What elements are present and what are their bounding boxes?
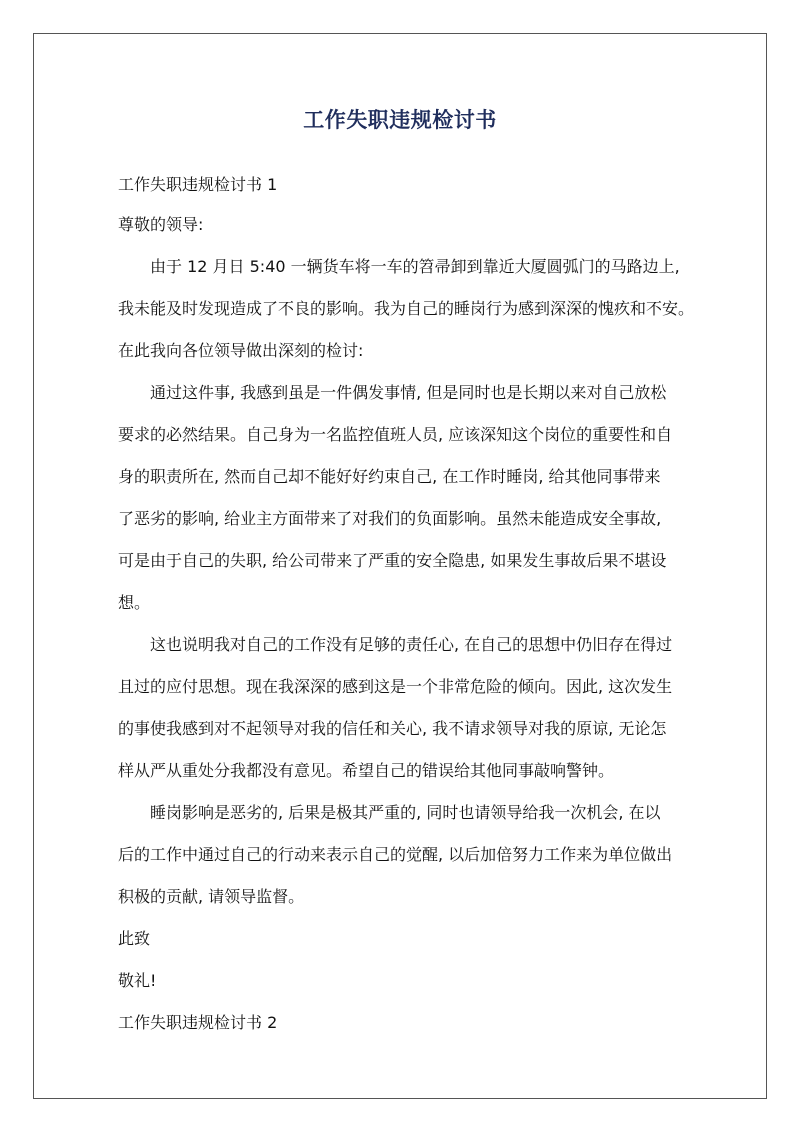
paragraph-line: 想。: [118, 593, 151, 612]
paragraph-line: 可是由于自己的失职, 给公司带来了严重的安全隐患, 如果发生事故后果不堪设: [118, 551, 667, 570]
paragraph-line: 且过的应付思想。现在我深深的感到这是一个非常危险的倾向。因此, 这次发生: [118, 677, 673, 696]
salutation: 尊敬的领导:: [118, 215, 204, 234]
paragraph-line: 积极的贡献, 请领导监督。: [118, 887, 305, 906]
paragraph-line: 了恶劣的影响, 给业主方面带来了对我们的负面影响。虽然未能造成安全事故,: [118, 509, 662, 528]
paragraph-line: 样从严从重处分我都没有意见。希望自己的错误给其他同事敲响警钟。: [118, 761, 615, 780]
section-heading-2: 工作失职违规检讨书 2: [118, 1013, 278, 1032]
paragraph-line: 这也说明我对自己的工作没有足够的责任心, 在自己的思想中仍旧存在得过: [150, 635, 673, 654]
document-title: 工作失职违规检讨书: [303, 108, 497, 132]
closing-line-1: 此致: [118, 929, 151, 948]
paragraph-line: 的事使我感到对不起领导对我的信任和关心, 我不请求领导对我的原谅, 无论怎: [118, 719, 667, 738]
paragraph-line: 后的工作中通过自己的行动来表示自己的觉醒, 以后加倍努力工作来为单位做出: [118, 845, 673, 864]
paragraph-line: 我未能及时发现造成了不良的影响。我为自己的睡岗行为感到深深的愧疚和不安。: [118, 299, 695, 318]
paragraph-line: 睡岗影响是恶劣的, 后果是极其严重的, 同时也请领导给我一次机会, 在以: [150, 803, 661, 822]
closing-line-2: 敬礼!: [118, 971, 157, 990]
paragraph-line: 在此我向各位领导做出深刻的检讨:: [118, 341, 364, 360]
paragraph-line: 要求的必然结果。自己身为一名监控值班人员, 应该深知这个岗位的重要性和自: [118, 425, 673, 444]
section-heading-1: 工作失职违规检讨书 1: [118, 175, 278, 194]
paragraph-line: 身的职责所在, 然而自己却不能好好约束自己, 在工作时睡岗, 给其他同事带来: [118, 467, 661, 486]
paragraph-line: 由于 12 月日 5:40 一辆货车将一车的笤帚卸到靠近大厦圆弧门的马路边上,: [150, 257, 680, 276]
paragraph-line: 通过这件事, 我感到虽是一件偶发事情, 但是同时也是长期以来对自己放松: [150, 383, 667, 402]
